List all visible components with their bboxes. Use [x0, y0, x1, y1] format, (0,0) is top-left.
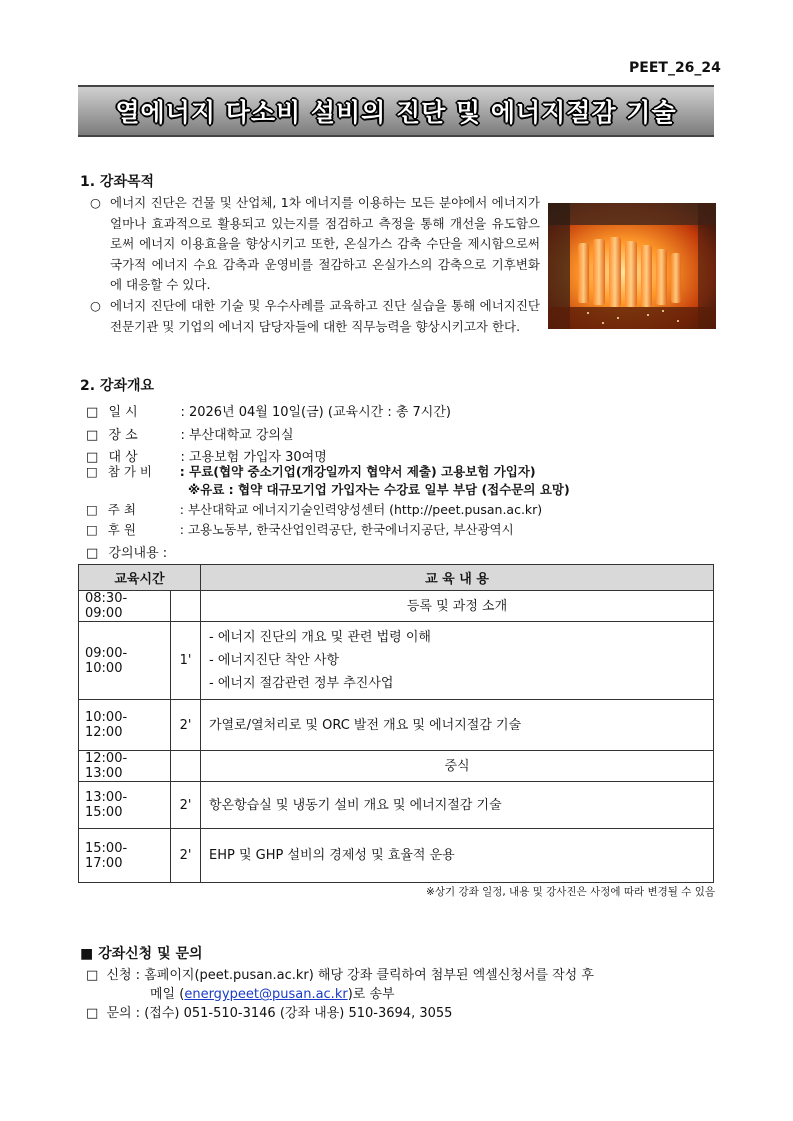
fee-row: [86, 462, 536, 480]
row-time: 12:00-13:00: [79, 751, 171, 782]
purpose-paragraph-1: [90, 193, 540, 296]
row-content: [201, 829, 714, 883]
content-line: - 에너지 절감관련 정부 추진사업: [209, 676, 394, 691]
content-line: 가열로/열처리로 및 ORC 발전 개요 및 에너지절감 기술: [209, 717, 522, 733]
content-line: - 에너지 진단의 개요 및 관련 법령 이해: [209, 630, 431, 645]
table-row: [79, 622, 714, 700]
header-content: 교 육 내 용: [201, 565, 714, 591]
content-line: 항온항습실 및 냉동기 설비 개요 및 에너지절감 기술: [209, 797, 502, 813]
schedule-note: ※상기 강좌 일정, 내용 및 강사진은 사정에 따라 변경될 수 있음: [426, 886, 715, 898]
signup-text-2-post: )로 송부: [347, 987, 395, 1002]
checkbox-icon: □: [86, 428, 99, 443]
table-row: [79, 700, 714, 751]
checkbox-icon: □: [86, 546, 99, 561]
purpose-text-1: 에너지 진단은 건물 및 산업체, 1차 에너지를 이용하는 모든 분야에서 에너지가 얼마나 효과적으로 활용되고 있는지를 점검하고 측정을 통해 개선을 유도함으로써 에너지 이용효율을 향상시키고 또한, 온실가스 감축 수단을 제시함으로써 국가적 에너지 수요 감축과 운영비를 절감하고 온실가스의 감축으로 기후변화에 대응할 수 있다.: [110, 195, 540, 292]
place-row: [86, 424, 294, 443]
content-row: [86, 542, 167, 561]
place-label: 장 소: [108, 428, 138, 443]
row-unit: [171, 591, 201, 622]
content-label: 강의내용 :: [108, 546, 168, 561]
contact-row: [86, 1002, 452, 1021]
row-time: 08:30-09:00: [79, 591, 171, 622]
host-value: : 부산대학교 에너지기술인력양성센터 (http://peet.pusan.ac.kr): [179, 502, 543, 517]
target-label: 대 상: [108, 450, 138, 465]
checkbox-icon: □: [86, 522, 98, 537]
circle-bullet-icon: ○: [90, 195, 101, 210]
fee-label: 참 가 비: [107, 464, 152, 479]
purpose-paragraph-2: [90, 296, 540, 337]
fee-note-row: [188, 480, 570, 498]
row-content: [201, 700, 714, 751]
row-unit: 2': [171, 782, 201, 829]
row-content: [201, 782, 714, 829]
place-value: : 부산대학교 강의실: [180, 428, 294, 443]
date-label: 일 시: [108, 405, 138, 420]
contact-text: (접수) 051-510-3146 (강좌 내용) 510-3694, 3055: [144, 1006, 453, 1021]
row-time: 15:00-17:00: [79, 829, 171, 883]
row-content: [201, 591, 714, 622]
row-time: 10:00-12:00: [79, 700, 171, 751]
contact-label: 문의 :: [106, 1006, 141, 1021]
content-line: 등록 및 과정 소개: [406, 598, 508, 614]
furnace-photo: [548, 203, 716, 329]
table-row: [79, 591, 714, 622]
row-unit: 2': [171, 700, 201, 751]
table-row: [79, 751, 714, 782]
signup-text-2-pre: 메일 (: [150, 987, 185, 1002]
host-label: 주 최: [107, 502, 136, 517]
row-time: 13:00-15:00: [79, 782, 171, 829]
sponsor-value: : 고용노동부, 한국산업인력공단, 한국에너지공단, 부산광역시: [179, 522, 514, 537]
checkbox-icon: □: [86, 502, 98, 517]
document-code: PEET_26_24: [629, 60, 721, 76]
date-value: : 2026년 04월 10일(금) (교육시간 : 총 7시간): [180, 405, 451, 420]
fee-value: : 무료(협약 중소기업(개강일까지 협약서 제출) 고용보험 가입자): [179, 464, 536, 479]
table-header-row: [79, 565, 714, 591]
circle-bullet-icon: ○: [90, 298, 101, 313]
sponsor-label: 후 원: [107, 522, 136, 537]
fee-note: ※유료 : 협약 대규모기업 가입자는 수강료 일부 부담 (접수문의 요망): [188, 482, 570, 497]
content-line: EHP 및 GHP 설비의 경제성 및 효율적 운용: [209, 848, 455, 863]
schedule-table: [78, 564, 714, 883]
checkbox-icon: □: [86, 464, 98, 479]
page-title: 열에너지 다소비 설비의 진단 및 에너지절감 기술: [115, 98, 677, 127]
row-content: [201, 751, 714, 782]
content-line: - 에너지진단 착안 사항: [209, 653, 340, 668]
title-banner: [78, 85, 714, 137]
row-time: 09:00-10:00: [79, 622, 171, 700]
signup-row: [86, 964, 594, 983]
sponsor-row: [86, 520, 514, 538]
table-row: [79, 829, 714, 883]
purpose-text-2: 에너지 진단에 대한 기술 및 우수사례를 교육하고 진단 실습을 통해 에너지진단 전문기관 및 기업의 에너지 담당자들에 대한 직무능력을 향상시키고자 한다.: [110, 298, 540, 334]
email-link[interactable]: energypeet@pusan.ac.kr: [184, 987, 348, 1002]
section2-heading: 2. 강좌개요: [80, 378, 155, 394]
row-unit: [171, 751, 201, 782]
apply-heading: ■ 강좌신청 및 문의: [80, 946, 203, 962]
signup-row-2: [150, 983, 395, 1002]
signup-text-1: 홈페이지(peet.pusan.ac.kr) 해당 강좌 클릭하여 첨부된 엑셀신청서를 작성 후: [144, 968, 594, 983]
header-time: 교육시간: [79, 565, 201, 591]
checkbox-icon: □: [86, 405, 99, 420]
target-value: : 고용보험 가입자 30여명: [180, 450, 327, 465]
row-content: [201, 622, 714, 700]
content-line: 중식: [444, 758, 470, 774]
row-unit: 2': [171, 829, 201, 883]
signup-label: 신청 :: [106, 968, 141, 983]
section1-heading: 1. 강좌목적: [80, 174, 155, 190]
table-row: [79, 782, 714, 829]
row-unit: 1': [171, 622, 201, 700]
date-row: [86, 401, 451, 420]
host-row: [86, 500, 542, 518]
checkbox-icon: □: [86, 968, 99, 983]
checkbox-icon: □: [86, 450, 99, 465]
checkbox-icon: □: [86, 1006, 99, 1021]
